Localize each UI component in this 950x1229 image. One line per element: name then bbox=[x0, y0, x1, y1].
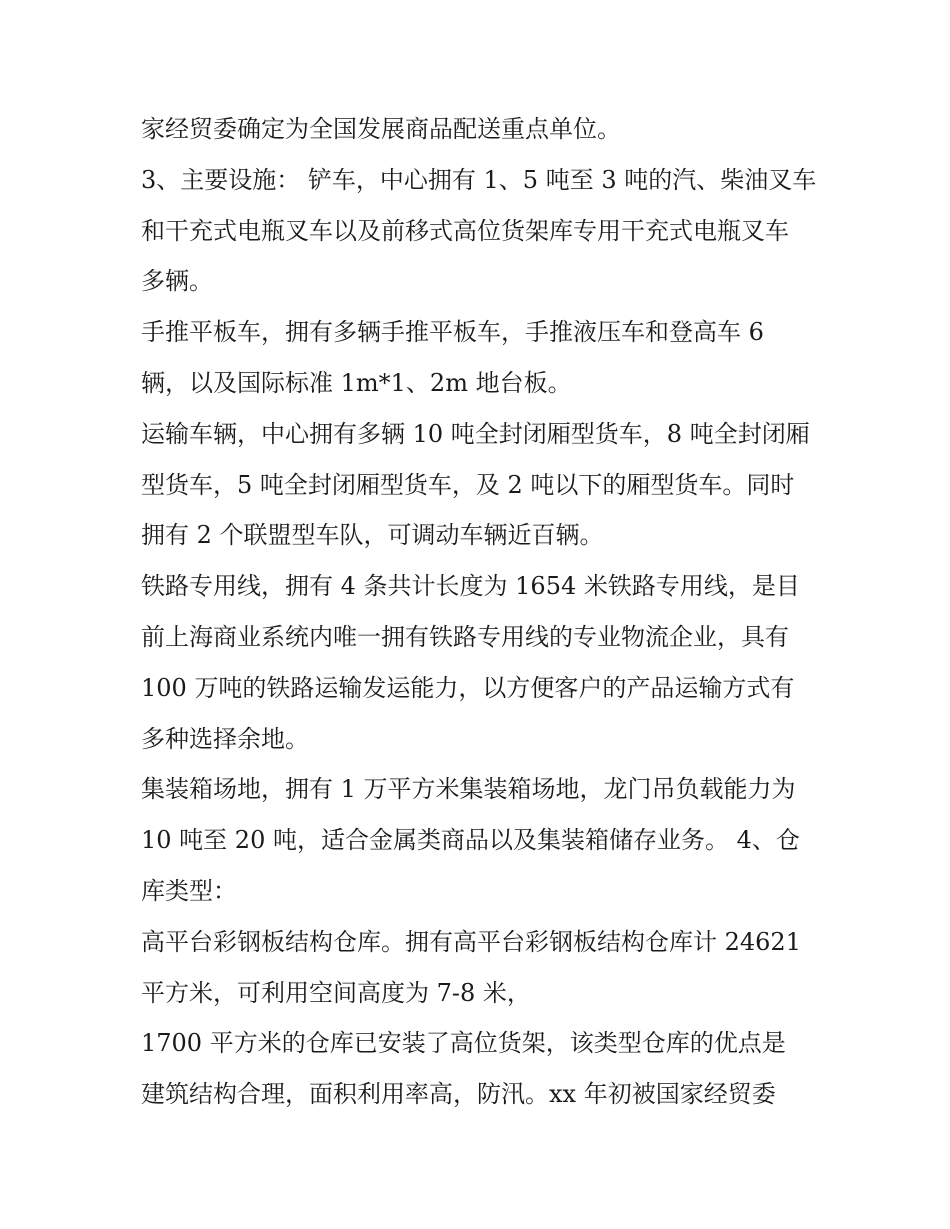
text-line: 前上海商业系统内唯一拥有铁路专用线的专业物流企业，具有 bbox=[141, 622, 789, 651]
text-line: 100 万吨的铁路运输发运能力，以方便客户的产品运输方式有 bbox=[141, 673, 795, 702]
text-line: 建筑结构合理，面积利用率高，防汛。xx 年初被国家经贸委 bbox=[141, 1080, 776, 1109]
text-line: 高平台彩钢板结构仓库。拥有高平台彩钢板结构仓库计 24621 bbox=[141, 927, 801, 956]
text-line: 辆，以及国际标准 1m*1、2m 地台板。 bbox=[141, 368, 572, 397]
text-line: 10 吨至 20 吨，适合金属类商品以及集装箱储存业务。 4、仓 bbox=[141, 826, 800, 855]
text-line: 库类型： bbox=[141, 876, 237, 905]
document-body bbox=[141, 104, 831, 1120]
text-line: 1700 平方米的仓库已安装了高位货架，该类型仓库的优点是 bbox=[141, 1029, 786, 1058]
text-line: 和干充式电瓶叉车以及前移式高位货架库专用干充式电瓶叉车 bbox=[141, 216, 789, 245]
text-line: 多辆。 bbox=[141, 267, 213, 296]
text-line: 手推平板车，拥有多辆手推平板车，手推液压车和登高车 6 bbox=[141, 318, 764, 347]
text-line: 拥有 2 个联盟型车队，可调动车辆近百辆。 bbox=[141, 521, 604, 550]
text-line: 3、主要设施： 铲车，中心拥有 1、5 吨至 3 吨的汽、柴油叉车 bbox=[141, 165, 817, 194]
text-line: 集装箱场地，拥有 1 万平方米集装箱场地，龙门吊负载能力为 bbox=[141, 775, 796, 804]
text-line: 家经贸委确定为全国发展商品配送重点单位。 bbox=[141, 115, 621, 143]
text-line: 型货车，5 吨全封闭厢型货车，及 2 吨以下的厢型货车。同时 bbox=[141, 470, 795, 499]
text-line: 多种选择余地。 bbox=[141, 724, 309, 753]
text-line: 运输车辆，中心拥有多辆 10 吨全封闭厢型货车，8 吨全封闭厢 bbox=[141, 419, 810, 448]
text-line: 铁路专用线，拥有 4 条共计长度为 1654 米铁路专用线，是目 bbox=[141, 572, 800, 601]
text-line: 平方米，可利用空间高度为 7-8 米， bbox=[141, 978, 531, 1007]
